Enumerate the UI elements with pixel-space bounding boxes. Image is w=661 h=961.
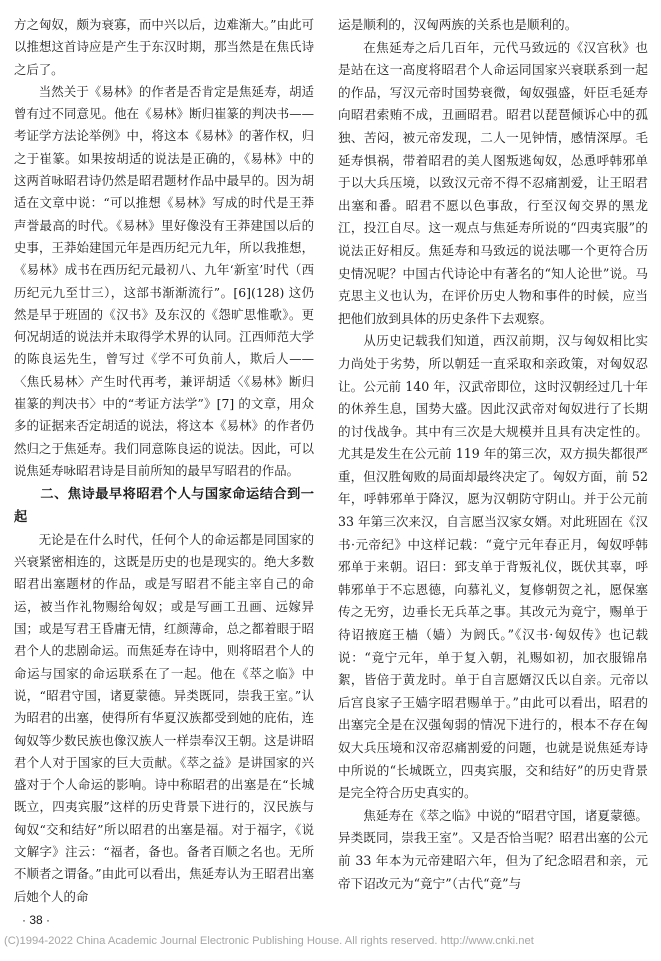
paragraph-authorship: 当然关于《易林》的作者是否肯定是焦延寿，胡适曾有过不同意见。他在《易林》断归崔篆的判决书——考证学方法论举例》中，将这本《易林》的著作权，归之于崔篆。如果按胡适的说法是正确的，《易林》中的这两首咏昭君诗仍然是昭君题材作品中最早的。因为胡适在文章中说：“可以推想《易林》写成的时代是王莽声誉最高的时代。《易林》里好像没有王莽建国以后的史事，王莽始建国元年是西历纪元九年，所以我推想，《易林》成书在西历纪元最初八、九年‘新室’时代（西历纪元九至廿三），这部书渐渐流行”。[6](128) 这仍然是早于班固的《汉书》及东汉的《怨旷思惟歌》。更何况胡适的说法并未取得学术界的认同。江西师范大学的陈良运先生，曾写过《学不可负前人，欺后人——〈焦氏易林〉产生时代再考，兼评胡适〈《易林》断归崔篆的判决书〉中的“考证方法学”》[7] 的文章，用众多的证据来否定胡适的说法，将这本《易林》的作者仍然归之于焦延寿。我们同意陈良运的说法。因此，可以说焦延寿咏昭君诗是目前所知的最早写昭君的作品。 [14, 83, 314, 478]
page-number: · 38 · [22, 913, 51, 927]
paragraph-cuizhilin: 焦延寿在《萃之临》中说的“昭君守国，诸夏蒙德。异类既同，崇我王室”。又是否恰当呢？昭君出塞的公元前 33 年本为元帝建昭六年，但为了纪念昭君和亲，元帝下诏改元为“竟宁”（古代“竟”与 [338, 807, 648, 891]
paragraph-hangongqiu: 在焦延寿之后几百年，元代马致远的《汉宫秋》也是站在这一高度将昭君个人命运同国家兴衰联系到一起的作品，写汉元帝时国势衰微，匈奴强盛，奸臣毛延寿向昭君索贿不成，丑画昭君。昭君以琵琶倾诉心中的孤独、苦闷，被元帝发现，二人一见钟情，感情深厚。毛延寿惧祸，带着昭君的美人图叛逃匈奴，怂恿呼韩邪单于以大兵压境，以致汉元帝不得不忍痛割爱，让王昭君出塞和番。昭君不愿以色事敌，行至汉匈交界的黑龙江，投江自尽。这一观点与焦延寿所说的“四夷宾服”的说法正好相反。焦延寿和马致远的说法哪一个更符合历史情况呢？中国古代诗论中有著名的“知人论世”说。马克思主义也认为，在评价历史人物和事件的时候，应当把他们放到具体的历史条件下去观察。 [338, 39, 648, 326]
left-column [14, 14, 314, 908]
paragraph-history: 从历史记载我们知道，西汉前期，汉与匈奴相比实力尚处于劣势，所以朝廷一直采取和亲政策，对匈奴忍让。公元前 140 年，汉武帝即位，这时汉朝经过几十年的休养生息，国势大盛。因此汉武帝对匈奴进行了长期的讨伐战争。其中有三次是大规模并且具有决定性的。尤其是发生在公元前 119 年的第三次，双方损失都很严重，但汉胜匈败的局面却最终决定了。匈奴方面，前 52 年，呼韩邪单于降汉，愿为汉朝防守阴山。并于公元前 33 年第三次来汉，自言愿当汉家女婿。对此班固在《汉书·元帝纪》中这样记载：“竟宁元年春正月，匈奴呼韩邪单于来朝。诏曰：郅支单于背叛礼仪，既伏其辜，呼韩邪单于不忘恩德，向慕礼义，复修朝贺之礼，愿保塞传之无穷，边垂长无兵革之事。其改元为竟宁，赐单于待诏掖庭王樯（嫱）为阏氏。”《汉书·匈奴传》也记载说：“竟宁元年，单于复入朝，礼赐如初，加衣服锦帛絮，皆倍于黄龙时。单于自言愿婿汉氏以自亲。元帝以后宫良家子王嫱字昭君赐单于。”由此可以看出，昭君的出塞完全是在汉强匈弱的情况下进行的，根本不存在匈奴大兵压境和汉帝忍痛割爱的问题，也就是说焦延寿诗中所说的“长城既立，四夷宾服，交和结好”的历史背景是完全符合历史真实的。 [338, 333, 648, 801]
paragraph-continued-right: 运是顺利的，汉匈两族的关系也是顺利的。 [338, 17, 578, 32]
copyright-footer: (C)1994-2022 China Academic Journal Electronic Publishing House. All rights reserved. http://www.cnki.net [4, 935, 534, 947]
right-column [338, 14, 648, 895]
paragraph-continued: 方之匈奴，颇为衰寡，而中兴以后，边难渐大。”由此可以推想这首诗应是产生于东汉时期，那当然是在焦氏诗之后了。 [14, 17, 314, 77]
paragraph-fate: 无论是在什么时代，任何个人的命运都是同国家的兴衰紧密相连的，这既是历史的也是现实的。绝大多数昭君出塞题材的作品，或是写昭君不能主宰自己的命运，被当作礼物赐给匈奴；或是写画工丑画、远嫁异国；或是写君王昏庸无情，红颜薄命，总之都着眼于昭君个人的悲剧命运。而焦延寿在诗中，则将昭君个人的命运与国家的命运联系在了一起。他在《萃之临》中说，“昭君守国，诸夏蒙德。异类既同，崇我王室。”认为昭君的出塞，使得所有华夏汉族都受到她的庇佑，连匈奴等少数民族也像汉族人一样崇奉汉王朝。这是讲昭君个人对于国家的巨大贡献。《萃之益》是讲国家的兴盛对于个人命运的影响。诗中称昭君的出塞是在“长城既立，四夷宾服”这样的历史背景下进行的，汉民族与匈奴“交和结好”所以昭君的出塞是福。对于福字，《说文解字》注云：“福者，备也。备者百顺之名也。无所不顺者之谓备。”由此可以看出，焦延寿认为王昭君出塞后她个人的命 [14, 531, 314, 904]
section-heading: 二、焦诗最早将昭君个人与国家命运结合到一起 [14, 487, 314, 525]
